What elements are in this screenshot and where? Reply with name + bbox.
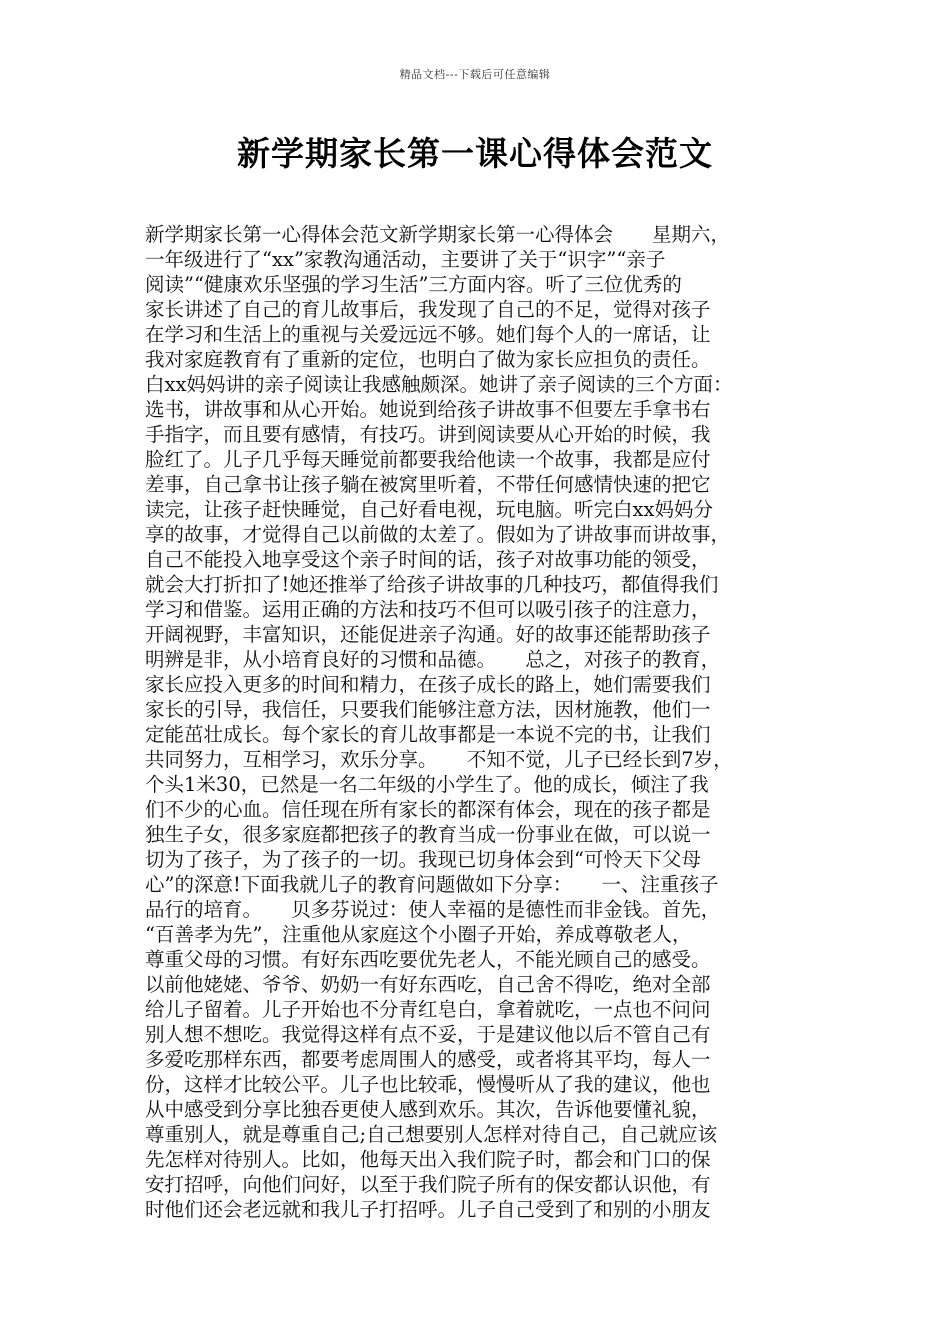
body-text-line: 自己不能投入地享受这个亲子时间的话，孩子对故事功能的领受， bbox=[145, 548, 711, 571]
body-text-line: “百善孝为先”，注重他从家庭这个小圈子开始，养成尊敬老人， bbox=[145, 923, 692, 946]
body-text-line: 白xx妈妈讲的亲子阅读让我感触颇深。她讲了亲子阅读的三个方面： bbox=[145, 373, 733, 396]
body-text-line: 定能茁壮成长。每个家长的育儿故事都是一本说不完的书，让我们 bbox=[145, 723, 711, 746]
body-text-line: 多爱吃那样东西，都要考虑周围人的感受，或者将其平均，每人一 bbox=[145, 1048, 711, 1071]
body-text-line: 阅读”“健康欢乐坚强的学习生活”三方面内容。听了三位优秀的 bbox=[145, 273, 682, 296]
body-text-line: 家长应投入更多的时间和精力，在孩子成长的路上，她们需要我们 bbox=[145, 673, 711, 696]
body-text-line: 从中感受到分享比独吞更使人感到欢乐。其次，告诉他要懂礼貌， bbox=[145, 1098, 711, 1121]
body-text-line: 先怎样对待别人。比如，他每天出入我们院子时，都会和门口的保 bbox=[145, 1148, 711, 1171]
body-text-line: 份，这样才比较公平。儿子也比较乖，慢慢听从了我的建议，他也 bbox=[145, 1073, 711, 1096]
body-text-line: 给儿子留着。儿子开始也不分青红皂白，拿着就吃，一点也不问问 bbox=[145, 998, 711, 1021]
body-text-line: 差事，自己拿书让孩子躺在被窝里听着，不带任何感情快速的把它 bbox=[145, 473, 711, 496]
body-text-line: 手指字，而且要有感情，有技巧。讲到阅读要从心开始的时候，我 bbox=[145, 423, 711, 446]
body-text-line: 享的故事，才觉得自己以前做的太差了。假如为了讲故事而讲故事， bbox=[145, 523, 731, 546]
body-text-line: 心”的深意!下面我就儿子的教育问题做如下分享： 一、注重孩子 bbox=[145, 873, 719, 896]
body-text-line: 品行的培育。 贝多芬说过：使人幸福的是德性而非金钱。首先， bbox=[145, 898, 721, 921]
body-text-line: 别人想不想吃。我觉得这样有点不妥，于是建议他以后不管自己有 bbox=[145, 1023, 711, 1046]
body-text-line: 尊重别人，就是尊重自己;自己想要别人怎样对待自己，自己就应该 bbox=[145, 1123, 718, 1146]
document-title: 新学期家长第一课心得体会范文 bbox=[237, 134, 713, 173]
body-text-line: 时他们还会老远就和我儿子打招呼。儿子自己受到了和别的小朋友 bbox=[145, 1198, 711, 1221]
body-text-line: 就会大打折扣了!她还推举了给孩子讲故事的几种技巧，都值得我们 bbox=[145, 573, 719, 596]
body-text-line: 家长讲述了自己的育儿故事后，我发现了自己的不足，觉得对孩子 bbox=[145, 298, 711, 321]
body-text-line: 读完，让孩子赶快睡觉，自己好看电视，玩电脑。听完白xx妈妈分 bbox=[145, 498, 713, 521]
body-text-line: 以前他姥姥、爷爷、奶奶一有好东西吃，自己舍不得吃，绝对全部 bbox=[145, 973, 711, 996]
body-text-line: 安打招呼，向他们问好，以至于我们院子所有的保安都认识他，有 bbox=[145, 1173, 711, 1196]
body-text-line: 独生子女，很多家庭都把孩子的教育当成一份事业在做，可以说一 bbox=[145, 823, 711, 846]
body-text-line: 尊重父母的习惯。有好东西吃要优先老人，不能光顾自己的感受。 bbox=[145, 948, 711, 971]
body-text-line: 在学习和生活上的重视与关爱远远不够。她们每个人的一席话，让 bbox=[145, 323, 711, 346]
body-text-line: 明辨是非，从小培育良好的习惯和品德。 总之，对孩子的教育， bbox=[145, 648, 721, 671]
body-text-line: 开阔视野，丰富知识，还能促进亲子沟通。好的故事还能帮助孩子 bbox=[145, 623, 711, 646]
document-body bbox=[145, 222, 810, 1222]
page-header: 精品文档---下载后可任意编辑 bbox=[399, 68, 551, 81]
body-text-line: 切为了孩子，为了孩子的一切。我现已切身体会到“可怜天下父母 bbox=[145, 848, 701, 871]
body-text-line: 们不少的心血。信任现在所有家长的都深有体会，现在的孩子都是 bbox=[145, 798, 711, 821]
body-text-line: 学习和借鉴。运用正确的方法和技巧不但可以吸引孩子的注意力， bbox=[145, 598, 711, 621]
body-text-line: 家长的引导，我信任，只要我们能够注意方法，因材施教，他们一 bbox=[145, 698, 711, 721]
body-text-line: 新学期家长第一心得体会范文新学期家长第一心得体会 星期六， bbox=[145, 223, 731, 246]
body-text-line: 一年级进行了“xx”家教沟通活动，主要讲了关于“识字”“亲子 bbox=[145, 248, 666, 271]
body-text-line: 选书，讲故事和从心开始。她说到给孩子讲故事不但要左手拿书右 bbox=[145, 398, 711, 421]
body-text-line: 脸红了。儿子几乎每天睡觉前都要我给他读一个故事，我都是应付 bbox=[145, 448, 711, 471]
body-text-line: 个头1米30，已然是一名二年级的小学生了。他的成长，倾注了我 bbox=[145, 773, 709, 796]
body-text-line: 共同努力，互相学习，欢乐分享。 不知不觉，儿子已经长到7岁， bbox=[145, 748, 733, 771]
body-text-line: 我对家庭教育有了重新的定位，也明白了做为家长应担负的责任。 bbox=[145, 348, 711, 371]
